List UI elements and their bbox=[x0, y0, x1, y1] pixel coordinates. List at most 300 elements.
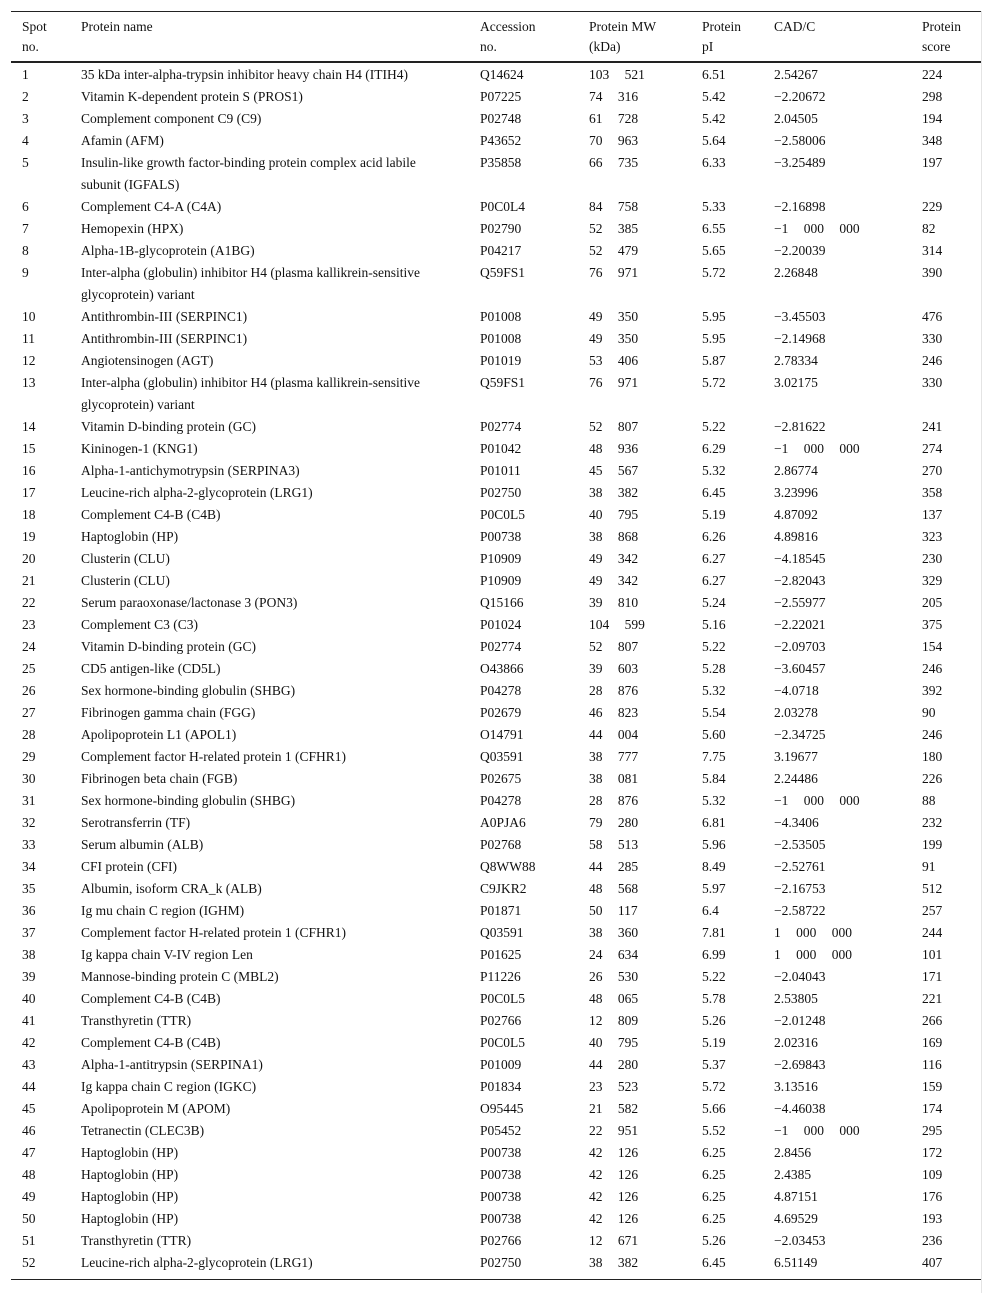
cell-spot: 42 bbox=[22, 1035, 36, 1050]
cell-protein-name: Vitamin D-binding protein (GC) bbox=[81, 419, 257, 434]
cell-spot: 5 bbox=[22, 155, 29, 170]
cell-score: 329 bbox=[922, 573, 943, 588]
cell-accession: O14791 bbox=[480, 727, 524, 742]
cell-cad: 2.03278 bbox=[774, 705, 818, 720]
header-accession: Accession no. bbox=[480, 19, 536, 54]
table-body bbox=[11, 62, 981, 1280]
cell-spot: 51 bbox=[22, 1233, 36, 1248]
cell-accession: P0C0L5 bbox=[480, 1035, 526, 1050]
cell-protein-name: CFI protein (CFI) bbox=[81, 859, 177, 874]
cell-score: 358 bbox=[922, 485, 943, 500]
table-row bbox=[11, 1230, 981, 1252]
cell-spot: 36 bbox=[22, 903, 36, 918]
table-row bbox=[11, 1032, 981, 1054]
cell-mw: 66 735 bbox=[589, 155, 639, 170]
cell-mw: 49 342 bbox=[589, 573, 639, 588]
cell-score: 323 bbox=[922, 529, 943, 544]
cell-pi: 5.84 bbox=[702, 771, 726, 786]
cell-mw: 42 126 bbox=[589, 1211, 639, 1226]
cell-pi: 5.28 bbox=[702, 661, 726, 676]
cell-protein-name: Hemopexin (HPX) bbox=[81, 221, 184, 236]
cell-pi: 5.97 bbox=[702, 881, 726, 896]
cell-protein-name: Sex hormone-binding globulin (SHBG) bbox=[81, 683, 296, 698]
cell-protein-name: Leucine-rich alpha-2-glycoprotein (LRG1) bbox=[81, 485, 313, 500]
table-row bbox=[11, 878, 981, 900]
cell-protein-name: Complement C4-A (C4A) bbox=[81, 199, 222, 214]
cell-pi: 5.96 bbox=[702, 837, 726, 852]
cell-cad: −2.16753 bbox=[774, 881, 826, 896]
cell-pi: 5.22 bbox=[702, 419, 726, 434]
cell-protein-name: 35 kDa inter-alpha-trypsin inhibitor heavy chain H4 (ITIH4) bbox=[81, 67, 409, 82]
cell-pi: 5.95 bbox=[702, 331, 726, 346]
cell-protein-name: Apolipoprotein M (APOM) bbox=[81, 1101, 231, 1116]
cell-accession: P0C0L4 bbox=[480, 199, 526, 214]
table-row bbox=[11, 218, 981, 240]
cell-spot: 33 bbox=[22, 837, 36, 852]
table-row bbox=[11, 746, 981, 768]
cell-mw: 76 971 bbox=[589, 375, 639, 390]
cell-accession: P01871 bbox=[480, 903, 522, 918]
cell-pi: 5.26 bbox=[702, 1013, 726, 1028]
cell-pi: 7.75 bbox=[702, 749, 726, 764]
cell-protein-name: Leucine-rich alpha-2-glycoprotein (LRG1) bbox=[81, 1255, 313, 1270]
cell-spot: 40 bbox=[22, 991, 36, 1006]
cell-spot: 39 bbox=[22, 969, 36, 984]
cell-pi: 5.54 bbox=[702, 705, 726, 720]
cell-protein-name: Haptoglobin (HP) bbox=[81, 1211, 179, 1226]
cell-score: 270 bbox=[922, 463, 943, 478]
table-row bbox=[11, 1164, 981, 1186]
cell-mw: 52 479 bbox=[589, 243, 639, 258]
cell-pi: 5.72 bbox=[702, 375, 726, 390]
cell-score: 476 bbox=[922, 309, 943, 324]
cell-pi: 6.27 bbox=[702, 551, 726, 566]
cell-accession: P10909 bbox=[480, 573, 522, 588]
cell-score: 205 bbox=[922, 595, 943, 610]
cell-pi: 6.45 bbox=[702, 1255, 726, 1270]
cell-cad: 2.24486 bbox=[774, 771, 818, 786]
cell-spot: 2 bbox=[22, 89, 29, 104]
cell-accession: O95445 bbox=[480, 1101, 524, 1116]
table-row bbox=[11, 306, 981, 328]
cell-accession: P02790 bbox=[480, 221, 522, 236]
cell-mw: 21 582 bbox=[589, 1101, 639, 1116]
cell-accession: P43652 bbox=[480, 133, 522, 148]
table-header bbox=[11, 12, 981, 63]
table-row bbox=[11, 966, 981, 988]
cell-accession: Q8WW88 bbox=[480, 859, 536, 874]
cell-score: 241 bbox=[922, 419, 943, 434]
cell-protein-name: Complement component C9 (C9) bbox=[81, 111, 262, 126]
header-mw: Protein MW (kDa) bbox=[589, 19, 657, 54]
cell-spot: 37 bbox=[22, 925, 36, 940]
cell-spot: 27 bbox=[22, 705, 36, 720]
cell-mw: 12 809 bbox=[589, 1013, 639, 1028]
cell-mw: 22 951 bbox=[589, 1123, 639, 1138]
cell-accession: P01024 bbox=[480, 617, 522, 632]
cell-protein-name: Ig mu chain C region (IGHM) bbox=[81, 903, 245, 918]
cell-accession: P04278 bbox=[480, 683, 522, 698]
table-row bbox=[11, 460, 981, 482]
cell-protein-name: Complement C4-B (C4B) bbox=[81, 507, 221, 522]
cell-cad: −1 000 000 bbox=[774, 1123, 860, 1138]
cell-accession: P02675 bbox=[480, 771, 522, 786]
cell-mw: 38 868 bbox=[589, 529, 639, 544]
cell-spot: 12 bbox=[22, 353, 36, 368]
cell-spot: 15 bbox=[22, 441, 36, 456]
cell-score: 221 bbox=[922, 991, 943, 1006]
cell-score: 101 bbox=[922, 947, 943, 962]
cell-cad: −2.55977 bbox=[774, 595, 826, 610]
cell-spot: 34 bbox=[22, 859, 36, 874]
cell-spot: 49 bbox=[22, 1189, 36, 1204]
cell-protein-name: Haptoglobin (HP) bbox=[81, 1167, 179, 1182]
cell-pi: 5.24 bbox=[702, 595, 726, 610]
cell-score: 229 bbox=[922, 199, 943, 214]
cell-mw: 50 117 bbox=[589, 903, 638, 918]
cell-mw: 46 823 bbox=[589, 705, 639, 720]
cell-cad: −2.69843 bbox=[774, 1057, 826, 1072]
cell-accession: P00738 bbox=[480, 1189, 522, 1204]
cell-pi: 6.55 bbox=[702, 221, 726, 236]
cell-pi: 5.95 bbox=[702, 309, 726, 324]
table-row bbox=[11, 350, 981, 372]
cell-mw: 61 728 bbox=[589, 111, 639, 126]
cell-spot: 22 bbox=[22, 595, 36, 610]
cell-score: 392 bbox=[922, 683, 943, 698]
cell-accession: P02766 bbox=[480, 1013, 522, 1028]
cell-cad: −2.58006 bbox=[774, 133, 826, 148]
cell-spot: 4 bbox=[22, 133, 29, 148]
cell-cad: −2.58722 bbox=[774, 903, 826, 918]
table-row bbox=[11, 1098, 981, 1120]
cell-protein-name: Complement C4-B (C4B) bbox=[81, 991, 221, 1006]
cell-mw: 70 963 bbox=[589, 133, 639, 148]
cell-accession: P0C0L5 bbox=[480, 991, 526, 1006]
cell-spot: 43 bbox=[22, 1057, 36, 1072]
cell-pi: 6.27 bbox=[702, 573, 726, 588]
cell-mw: 48 936 bbox=[589, 441, 639, 456]
cell-score: 137 bbox=[922, 507, 943, 522]
cell-mw: 42 126 bbox=[589, 1189, 639, 1204]
cell-accession: Q03591 bbox=[480, 749, 524, 764]
cell-protein-name: Alpha-1B-glycoprotein (A1BG) bbox=[81, 243, 255, 258]
cell-mw: 52 385 bbox=[589, 221, 639, 236]
table-row bbox=[11, 636, 981, 658]
cell-cad: 3.19677 bbox=[774, 749, 818, 764]
cell-cad: −2.81622 bbox=[774, 419, 826, 434]
cell-score: 246 bbox=[922, 661, 943, 676]
cell-spot: 50 bbox=[22, 1211, 36, 1226]
cell-accession: Q59FS1 bbox=[480, 265, 526, 280]
cell-protein-name: Kininogen-1 (KNG1) bbox=[81, 441, 198, 456]
cell-score: 226 bbox=[922, 771, 943, 786]
cell-cad: 4.87092 bbox=[774, 507, 818, 522]
cell-protein-name: Fibrinogen gamma chain (FGG) bbox=[81, 705, 256, 720]
cell-accession: P01625 bbox=[480, 947, 522, 962]
cell-score: 244 bbox=[922, 925, 943, 940]
cell-protein-name: Afamin (AFM) bbox=[81, 133, 164, 148]
cell-spot: 32 bbox=[22, 815, 36, 830]
cell-protein-name: Serum paraoxonase/lactonase 3 (PON3) bbox=[81, 595, 298, 610]
cell-mw: 49 342 bbox=[589, 551, 639, 566]
cell-pi: 7.81 bbox=[702, 925, 726, 940]
cell-spot: 44 bbox=[22, 1079, 36, 1094]
cell-cad: −3.25489 bbox=[774, 155, 826, 170]
cell-spot: 26 bbox=[22, 683, 36, 698]
table-row bbox=[11, 592, 981, 614]
cell-score: 90 bbox=[922, 705, 936, 720]
cell-cad: −2.04043 bbox=[774, 969, 826, 984]
cell-protein-name: Serotransferrin (TF) bbox=[81, 815, 191, 830]
table-row bbox=[11, 680, 981, 702]
cell-mw: 42 126 bbox=[589, 1145, 639, 1160]
cell-mw: 76 971 bbox=[589, 265, 639, 280]
table-row bbox=[11, 812, 981, 834]
table-row bbox=[11, 482, 981, 504]
cell-cad: 2.86774 bbox=[774, 463, 818, 478]
cell-protein-name: Insulin-like growth factor-binding protein complex acid labile subunit (IGFALS) bbox=[81, 155, 416, 192]
cell-cad: 4.69529 bbox=[774, 1211, 818, 1226]
cell-accession: O43866 bbox=[480, 661, 524, 676]
cell-score: 295 bbox=[922, 1123, 943, 1138]
cell-pi: 5.22 bbox=[702, 969, 726, 984]
cell-pi: 6.45 bbox=[702, 485, 726, 500]
cell-score: 330 bbox=[922, 375, 943, 390]
table-row bbox=[11, 1252, 981, 1280]
cell-mw: 79 280 bbox=[589, 815, 639, 830]
cell-score: 375 bbox=[922, 617, 943, 632]
cell-accession: C9JKR2 bbox=[480, 881, 527, 896]
cell-accession: P00738 bbox=[480, 1167, 522, 1182]
cell-cad: 4.89816 bbox=[774, 529, 818, 544]
cell-cad: 1 000 000 bbox=[774, 925, 852, 940]
protein-table bbox=[11, 11, 981, 1280]
cell-accession: P05452 bbox=[480, 1123, 522, 1138]
cell-mw: 38 382 bbox=[589, 1255, 639, 1270]
table-row bbox=[11, 724, 981, 746]
cell-mw: 28 876 bbox=[589, 683, 639, 698]
cell-accession: P01008 bbox=[480, 331, 522, 346]
cell-score: 232 bbox=[922, 815, 943, 830]
header-spot: Spot no. bbox=[22, 19, 47, 54]
cell-mw: 52 807 bbox=[589, 419, 639, 434]
table-row bbox=[11, 438, 981, 460]
table-row bbox=[11, 856, 981, 878]
cell-spot: 46 bbox=[22, 1123, 36, 1138]
cell-pi: 5.26 bbox=[702, 1233, 726, 1248]
cell-pi: 6.25 bbox=[702, 1167, 726, 1182]
cell-mw: 38 081 bbox=[589, 771, 639, 786]
cell-protein-name: Alpha-1-antichymotrypsin (SERPINA3) bbox=[81, 463, 300, 478]
cell-cad: −4.3406 bbox=[774, 815, 819, 830]
cell-cad: −2.09703 bbox=[774, 639, 826, 654]
cell-mw: 48 568 bbox=[589, 881, 639, 896]
cell-protein-name: Ig kappa chain V-IV region Len bbox=[81, 947, 253, 962]
cell-score: 174 bbox=[922, 1101, 943, 1116]
cell-cad: −2.03453 bbox=[774, 1233, 826, 1248]
cell-accession: Q15166 bbox=[480, 595, 524, 610]
cell-score: 116 bbox=[922, 1057, 942, 1072]
cell-score: 314 bbox=[922, 243, 943, 258]
cell-pi: 5.42 bbox=[702, 111, 726, 126]
cell-spot: 6 bbox=[22, 199, 29, 214]
cell-cad: −1 000 000 bbox=[774, 221, 860, 236]
cell-score: 109 bbox=[922, 1167, 943, 1182]
cell-accession: P02768 bbox=[480, 837, 522, 852]
header-pi: Protein pI bbox=[702, 19, 741, 54]
cell-cad: −2.52761 bbox=[774, 859, 826, 874]
cell-cad: −2.82043 bbox=[774, 573, 826, 588]
cell-pi: 5.32 bbox=[702, 793, 726, 808]
cell-accession: Q59FS1 bbox=[480, 375, 526, 390]
cell-spot: 14 bbox=[22, 419, 36, 434]
cell-spot: 45 bbox=[22, 1101, 36, 1116]
cell-spot: 18 bbox=[22, 507, 36, 522]
cell-accession: P02750 bbox=[480, 1255, 522, 1270]
cell-mw: 39 810 bbox=[589, 595, 639, 610]
cell-score: 246 bbox=[922, 727, 943, 742]
table-row bbox=[11, 548, 981, 570]
cell-spot: 1 bbox=[22, 67, 29, 82]
table-row bbox=[11, 328, 981, 350]
cell-accession: P02679 bbox=[480, 705, 522, 720]
cell-cad: −2.20039 bbox=[774, 243, 826, 258]
cell-accession: P01009 bbox=[480, 1057, 522, 1072]
cell-protein-name: Sex hormone-binding globulin (SHBG) bbox=[81, 793, 296, 808]
cell-protein-name: Ig kappa chain C region (IGKC) bbox=[81, 1079, 257, 1094]
table-row bbox=[11, 504, 981, 526]
cell-pi: 5.16 bbox=[702, 617, 726, 632]
cell-score: 159 bbox=[922, 1079, 943, 1094]
cell-pi: 6.99 bbox=[702, 947, 726, 962]
cell-accession: P00738 bbox=[480, 1145, 522, 1160]
cell-cad: 1 000 000 bbox=[774, 947, 852, 962]
table-row bbox=[11, 570, 981, 592]
cell-protein-name: Albumin, isoform CRA_k (ALB) bbox=[81, 881, 262, 896]
cell-pi: 5.52 bbox=[702, 1123, 726, 1138]
cell-cad: −2.16898 bbox=[774, 199, 826, 214]
cell-accession: P01042 bbox=[480, 441, 522, 456]
cell-pi: 5.32 bbox=[702, 463, 726, 478]
cell-mw: 23 523 bbox=[589, 1079, 639, 1094]
table-row bbox=[11, 196, 981, 218]
table-row bbox=[11, 1142, 981, 1164]
cell-accession: P02774 bbox=[480, 419, 522, 434]
cell-protein-name: Fibrinogen beta chain (FGB) bbox=[81, 771, 238, 786]
cell-accession: P07225 bbox=[480, 89, 522, 104]
cell-cad: 2.8456 bbox=[774, 1145, 812, 1160]
cell-cad: −1 000 000 bbox=[774, 441, 860, 456]
cell-cad: −2.14968 bbox=[774, 331, 826, 346]
cell-mw: 45 567 bbox=[589, 463, 639, 478]
cell-cad: 3.13516 bbox=[774, 1079, 818, 1094]
cell-pi: 5.22 bbox=[702, 639, 726, 654]
cell-accession: P10909 bbox=[480, 551, 522, 566]
cell-protein-name: Complement factor H-related protein 1 (CFHR1) bbox=[81, 925, 347, 940]
cell-mw: 44 004 bbox=[589, 727, 639, 742]
table-row bbox=[11, 1208, 981, 1230]
cell-spot: 31 bbox=[22, 793, 36, 808]
cell-spot: 21 bbox=[22, 573, 36, 588]
cell-pi: 5.19 bbox=[702, 507, 726, 522]
cell-accession: P02774 bbox=[480, 639, 522, 654]
cell-protein-name: Transthyretin (TTR) bbox=[81, 1233, 192, 1248]
cell-cad: −1 000 000 bbox=[774, 793, 860, 808]
cell-protein-name: Vitamin K-dependent protein S (PROS1) bbox=[81, 89, 303, 104]
cell-cad: −3.60457 bbox=[774, 661, 826, 676]
cell-mw: 74 316 bbox=[589, 89, 639, 104]
cell-pi: 5.37 bbox=[702, 1057, 726, 1072]
cell-cad: −4.18545 bbox=[774, 551, 826, 566]
cell-score: 197 bbox=[922, 155, 943, 170]
cell-score: 172 bbox=[922, 1145, 943, 1160]
cell-cad: 2.04505 bbox=[774, 111, 818, 126]
cell-pi: 5.87 bbox=[702, 353, 726, 368]
cell-protein-name: Alpha-1-antitrypsin (SERPINA1) bbox=[81, 1057, 263, 1072]
table-row bbox=[11, 130, 981, 152]
cell-mw: 39 603 bbox=[589, 661, 639, 676]
cell-mw: 38 777 bbox=[589, 749, 639, 764]
cell-pi: 6.29 bbox=[702, 441, 726, 456]
cell-score: 193 bbox=[922, 1211, 943, 1226]
cell-score: 266 bbox=[922, 1013, 943, 1028]
table-row bbox=[11, 1054, 981, 1076]
cell-mw: 53 406 bbox=[589, 353, 639, 368]
cell-score: 390 bbox=[922, 265, 943, 280]
cell-accession: P00738 bbox=[480, 529, 522, 544]
cell-cad: 2.02316 bbox=[774, 1035, 818, 1050]
cell-score: 257 bbox=[922, 903, 943, 918]
cell-accession: P0C0L5 bbox=[480, 507, 526, 522]
table-row bbox=[11, 1076, 981, 1098]
cell-cad: 2.54267 bbox=[774, 67, 818, 82]
cell-score: 330 bbox=[922, 331, 943, 346]
cell-protein-name: Complement C3 (C3) bbox=[81, 617, 198, 632]
cell-spot: 30 bbox=[22, 771, 36, 786]
header-cad: CAD/C bbox=[774, 19, 816, 34]
header-protein-name: Protein name bbox=[81, 19, 153, 34]
cell-protein-name: Complement C4-B (C4B) bbox=[81, 1035, 221, 1050]
cell-score: 199 bbox=[922, 837, 943, 852]
cell-mw: 104 599 bbox=[589, 617, 645, 632]
table-row bbox=[11, 62, 981, 86]
cell-pi: 5.60 bbox=[702, 727, 726, 742]
cell-pi: 6.25 bbox=[702, 1211, 726, 1226]
cell-spot: 3 bbox=[22, 111, 29, 126]
cell-accession: P02750 bbox=[480, 485, 522, 500]
cell-spot: 35 bbox=[22, 881, 36, 896]
cell-accession: P02766 bbox=[480, 1233, 522, 1248]
cell-score: 171 bbox=[922, 969, 943, 984]
cell-pi: 5.72 bbox=[702, 265, 726, 280]
cell-spot: 17 bbox=[22, 485, 36, 500]
cell-spot: 13 bbox=[22, 375, 36, 390]
cell-score: 91 bbox=[922, 859, 936, 874]
table-row bbox=[11, 900, 981, 922]
cell-cad: −4.46038 bbox=[774, 1101, 826, 1116]
cell-mw: 52 807 bbox=[589, 639, 639, 654]
table-row bbox=[11, 86, 981, 108]
cell-cad: 2.4385 bbox=[774, 1167, 812, 1182]
cell-spot: 20 bbox=[22, 551, 36, 566]
cell-score: 194 bbox=[922, 111, 943, 126]
cell-score: 154 bbox=[922, 639, 943, 654]
cell-spot: 11 bbox=[22, 331, 35, 346]
cell-cad: −3.45503 bbox=[774, 309, 826, 324]
cell-pi: 5.19 bbox=[702, 1035, 726, 1050]
cell-protein-name: Angiotensinogen (AGT) bbox=[81, 353, 214, 368]
